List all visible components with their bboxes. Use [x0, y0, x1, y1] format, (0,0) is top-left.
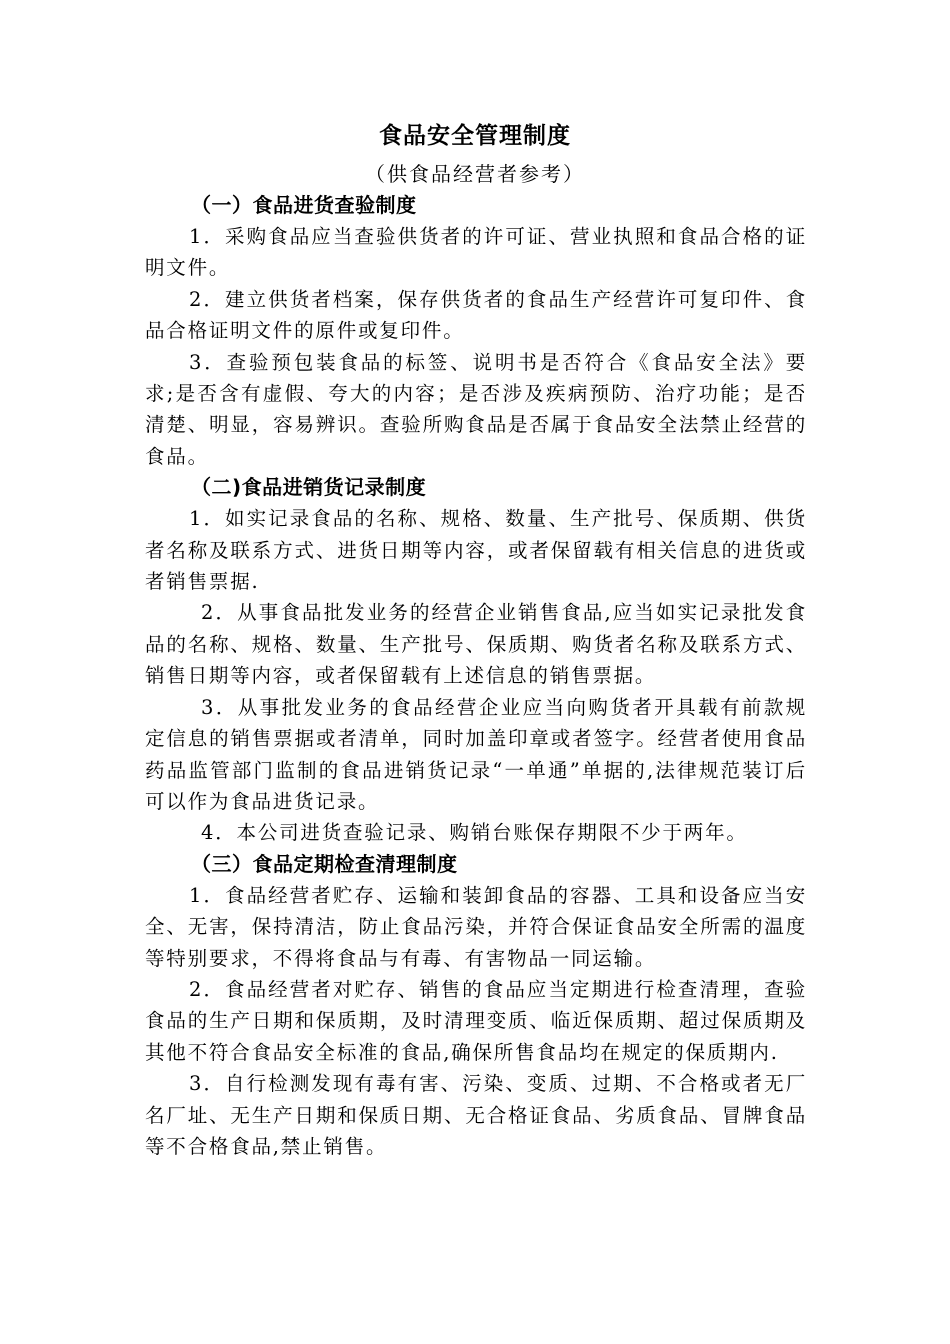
paragraph: 1．食品经营者贮存、运输和装卸食品的容器、工具和设备应当安全、无害，保持清洁，防止食品污染，并符合保证食品安全所需的温度等特别要求，不得将食品与有毒、有害物品一同运输。 — [145, 883, 807, 970]
document-subtitle: （供食品经营者参考） — [365, 162, 585, 186]
paragraph: 2．食品经营者对贮存、销售的食品应当定期进行检查清理，查验食品的生产日期和保质期，及时清理变质、临近保质期、超过保质期及其他不符合食品安全标准的食品,确保所售食品均在规定的保质期内. — [145, 977, 807, 1064]
paragraph: 3．查验预包装食品的标签、说明书是否符合《食品安全法》要求;是否含有虚假、夸大的内容；是否涉及疾病预防、治疗功能；是否清楚、明显，容易辨识。查验所购食品是否属于食品安全法禁止经营的食品。 — [145, 350, 807, 468]
section-heading: （三）食品定期检查清理制度 — [191, 851, 458, 876]
section-heading: （一）食品进货查验制度 — [191, 193, 417, 217]
paragraph: 1．如实记录食品的名称、规格、数量、生产批号、保质期、供货者名称及联系方式、进货日期等内容，或者保留载有相关信息的进货或者销售票据. — [145, 507, 807, 594]
section-heading: （二)食品进销货记录制度 — [191, 475, 427, 500]
paragraph: 2．建立供货者档案，保存供货者的食品生产经营许可复印件、食品合格证明文件的原件或复印件。 — [145, 287, 807, 343]
paragraph: 3．从事批发业务的食品经营企业应当向购货者开具载有前款规定信息的销售票据或者清单，同时加盖印章或者签字。经营者使用食品药品监管部门监制的食品进销货记录“一单通”单据的,法律规范装订后可以作为食品进货记录。 — [145, 695, 807, 813]
paragraph: 3．自行检测发现有毒有害、污染、变质、过期、不合格或者无厂名厂址、无生产日期和保质日期、无合格证食品、劣质食品、冒牌食品等不合格食品,禁止销售。 — [145, 1072, 807, 1158]
paragraph: 1．采购食品应当查验供货者的许可证、营业执照和食品合格的证明文件。 — [145, 225, 807, 280]
document-title: 食品安全管理制度 — [379, 123, 571, 149]
paragraph: 2．从事食品批发业务的经营企业销售食品,应当如实记录批发食品的名称、规格、数量、生产批号、保质期、购货者名称及联系方式、销售日期等内容，或者保留载有上述信息的销售票据。 — [145, 601, 807, 688]
paragraph: 4．本公司进货查验记录、购销台账保存期限不少于两年。 — [201, 821, 748, 845]
document-body — [145, 190, 807, 1162]
